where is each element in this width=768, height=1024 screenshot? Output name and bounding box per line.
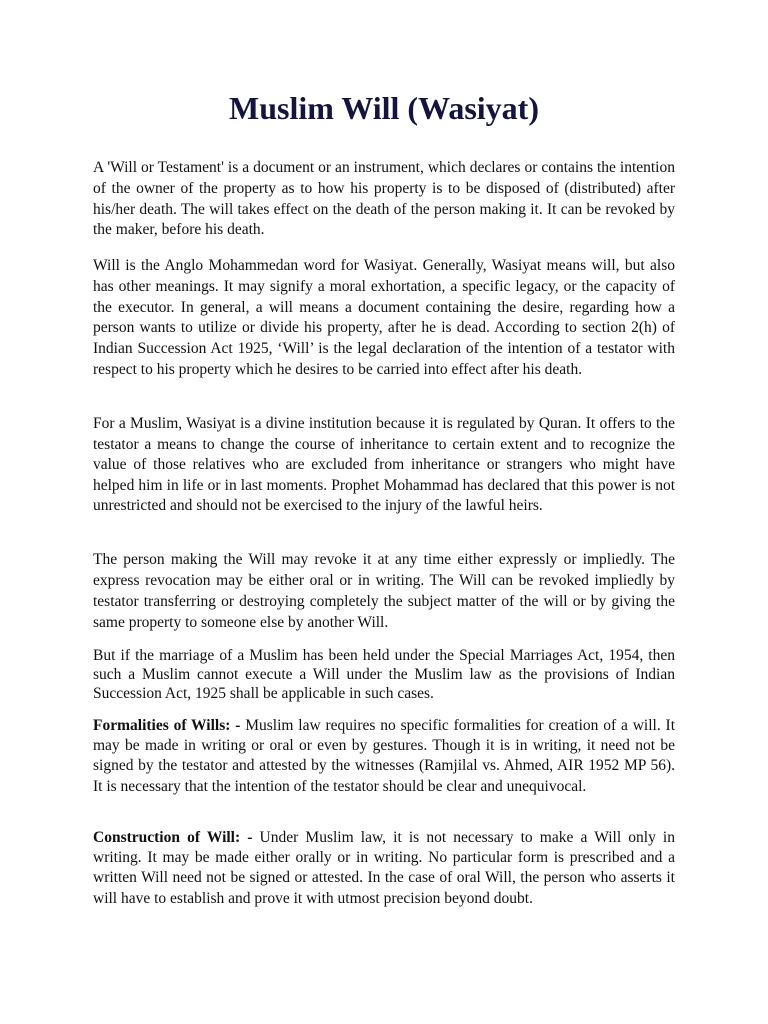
paragraph-special-marriages-act: But if the marriage of a Muslim has been held under the Special Marriages Act, 1954, then such a Muslim cannot execute a Will under the Muslim law as the provisions of Indian Succession Act, 1925 shall be applicable in such cases. xyxy=(93,647,675,703)
paragraph-will-definition: A 'Will or Testament' is a document or an instrument, which declares or contains the intention of the owner of the property as to how his property is to be disposed of (distributed) after his/her death. The will takes effect on the death of the person making it. It can be revoked by the maker, before his death. xyxy=(93,159,675,239)
construction-text: Under Muslim law, it is not necessary to make a Will only in writing. It may be made either orally or in writing. No particular form is prescribed and a written Will need not be signed or attested. In the case of oral Will, the person who asserts it will have to establish and prove it with utmost precision beyond doubt. xyxy=(93,829,675,907)
paragraph-formalities xyxy=(93,716,675,797)
formalities-heading: Formalities of Wills: - xyxy=(93,717,241,734)
paragraph-wasiyat-meaning: Will is the Anglo Mohammedan word for Wasiyat. Generally, Wasiyat means will, but also has other meanings. It may signify a moral exhortation, a specific legacy, or the capacity of the executor. In general, a will means a document containing the desire, regarding how a person wants to utilize or divide his property, after he is dead. According to section 2(h) of Indian Succession Act 1925, ‘Will’ is the legal declaration of the intention of a testator with respect to his property which he desires to be carried into effect after his death. xyxy=(93,257,675,378)
paragraph-construction xyxy=(93,828,675,909)
paragraph-divine-institution: For a Muslim, Wasiyat is a divine institution because it is regulated by Quran. It offers to the testator a means to change the course of inheritance to certain extent and to recognize the value of those relatives who are excluded from inheritance or strangers who might have helped him in life or in last moments. Prophet Mohammad has declared that this power is not unrestricted and should not be exercised to the injury of the lawful heirs. xyxy=(93,415,675,515)
formalities-text: Muslim law requires no specific formalities for creation of a will. It may be made in writing or oral or even by gestures. Though it is in writing, it need not be signed by the testator and attested by the witnesses (Ramjilal vs. Ahmed, AIR 1952 MP 56). It is necessary that the intention of the testator should be clear and unequivocal. xyxy=(93,717,675,795)
construction-heading: Construction of Will: - xyxy=(93,829,253,846)
page-title: Muslim Will (Wasiyat) xyxy=(229,90,539,126)
paragraph-revocation: The person making the Will may revoke it at any time either expressly or impliedly. The express revocation may be either oral or in writing. The Will can be revoked impliedly by testator transferring or destroying completely the subject matter of the will or by giving the same property to someone else by another Will. xyxy=(93,551,675,631)
